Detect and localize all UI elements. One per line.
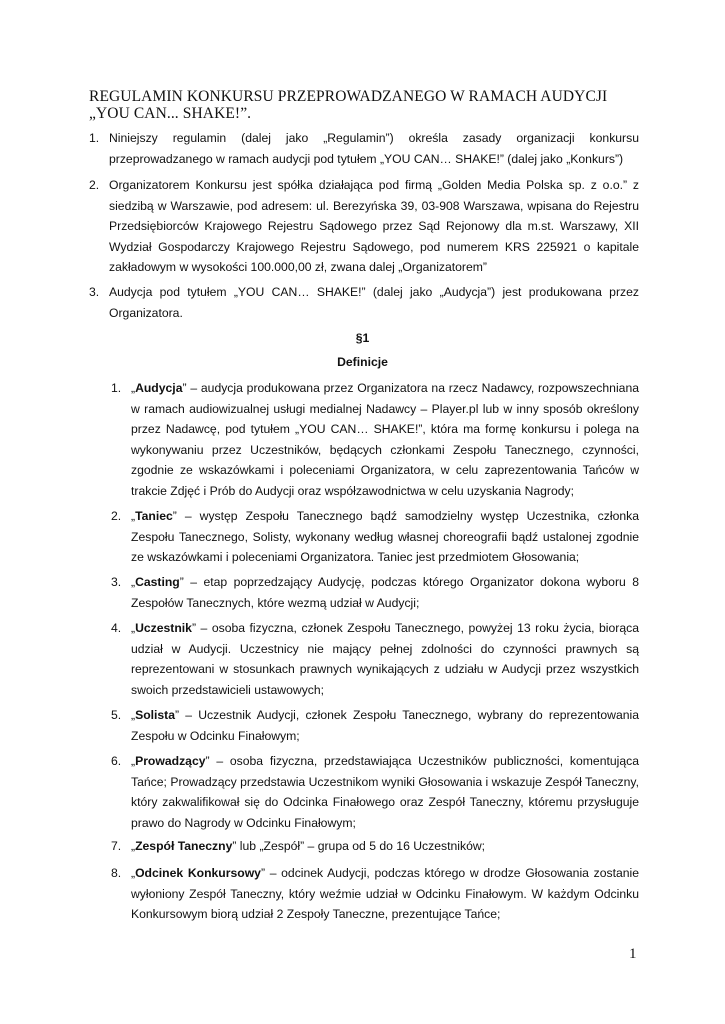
definition-term: Zespół Taneczny [135,839,233,853]
definition-text: – etap poprzedzający Audycję, podczas którego Organizator dokona wyboru 8 Zespołów Tanecznych, które wezmą udział w Audycji; [131,575,639,610]
definition-item: 6. „Prowadzący” – osoba fizyczna, przedstawiająca Uczestników publiczności, komentująca Tańce; Prowadzący przedstawia Uczestnikom wyniki Głosowania i wskazuje Zespół Taneczny, który zakwalifikował się do Odcinka Finałowego oraz Zespół Taneczny, któremu przysługuje prawo do Nagrody w Odcinku Finałowym; [111,751,639,833]
definition-term: Casting [135,575,180,589]
definition-number: 8. [111,866,122,880]
intro-item [89,175,639,278]
document-title [89,88,649,122]
definition-number: 2. [111,509,122,523]
definition-text: lub „Zespół” – grupa od 5 do 16 Uczestników; [236,839,486,853]
definition-item: 7. „Zespół Taneczny” lub „Zespół” – grupa od 5 do 16 Uczestników; [111,836,639,857]
definition-text: – osoba fizyczna, członek Zespołu Tanecznego, powyżej 13 roku życia, biorąca udział w Audycji. Uczestnicy nie mający pełnej zdolności do czynności prawnych są reprezentowani w stosunkach prawnych wynikających z udziału w Audycji przez wszystkich swoich przedstawicieli ustawowych; [131,621,639,697]
definition-term: Uczestnik [135,621,192,635]
intro-item [89,128,639,169]
definition-number: 7. [111,839,122,853]
definition-item: 2. „Taniec” – występ Zespołu Tanecznego bądź samodzielny występ Uczestnika, członka Zespołu Tanecznego, Solisty, wykonany według własnej choreografii bądź ustalonej zgodnie ze wskazówkami i poleceniami Organizatora. Taniec jest przedmiotem Głosowania; [111,506,639,568]
intro-text: Niniejszy regulamin (dalej jako „Regulamin”) określa zasady organizacji konkursu przeprowadzanego w ramach audycji pod tytułem „YOU CAN… SHAKE!” (dalej jako „Konkurs”) [109,131,639,166]
section-symbol: §1 [355,331,370,345]
title-line-1: REGULAMIN KONKURSU PRZEPROWADZANEGO W RAMACH AUDYCJI [89,88,608,105]
definition-text: – audycja produkowana przez Organizatora na rzecz Nadawcy, rozpowszechniana w ramach audiowizualnej usługi medialnej Nadawcy – Player.pl lub w inny sposób określony przez Nadawcę, pod tytułem „YOU CAN… SHAKE!”, która ma formę konkursu i polega na wykonywaniu przez Uczestników, będących członkami Zespołu Tanecznego, czynności, zgodnie ze wskazówkami i poleceniami Organizatora, w celu zaprezentowania Tańców w trakcie Zdjęć i Prób do Audycji oraz współzawodnictwa w celu uzyskania Nagrody; [131,381,639,498]
intro-number: 2. [89,178,100,192]
definition-item: 4. „Uczestnik” – osoba fizyczna, członek Zespołu Tanecznego, powyżej 13 roku życia, biorąca udział w Audycji. Uczestnicy nie mający pełnej zdolności do czynności prawnych są reprezentowani w stosunkach prawnych wynikających z udziału w Audycji przez wszystkich swoich przedstawicieli ustawowych; [111,618,639,700]
definition-text: – odcinek Audycji, podczas którego w drodze Głosowania zostanie wyłoniony Zespół Taneczny, który weźmie udział w Odcinku Finałowym. W każdym Odcinku Konkursowym biorą udział 2 Zespoły Taneczne, prezentujące Tańce; [131,866,639,921]
definition-term: Audycja [135,381,183,395]
definition-item: 8. „Odcinek Konkursowy” – odcinek Audycji, podczas którego w drodze Głosowania zostanie wyłoniony Zespół Taneczny, który weźmie udział w Odcinku Finałowym. W każdym Odcinku Konkursowym biorą udział 2 Zespoły Taneczne, prezentujące Tańce; [111,863,639,925]
intro-number: 1. [89,131,100,145]
definition-number: 5. [111,708,122,722]
definition-text: – osoba fizyczna, przedstawiająca Uczestników publiczności, komentująca Tańce; Prowadzący przedstawia Uczestnikom wyniki Głosowania i wskazuje Zespół Taneczny, który zakwalifikował się do Odcinka Finałowego oraz Zespół Taneczny, któremu przysługuje prawo do Nagrody w Odcinku Finałowym; [131,754,639,830]
definition-item: 5. „Solista” – Uczestnik Audycji, członek Zespołu Tanecznego, wybrany do reprezentowania Zespołu w Odcinku Finałowym; [111,705,639,746]
intro-item [89,282,639,323]
section-title: Definicje [337,355,388,369]
title-line-2: „YOU CAN... SHAKE!”. [89,105,252,122]
definition-term: Odcinek Konkursowy [135,866,261,880]
definition-number: 1. [111,381,122,395]
definition-term: Prowadzący [135,754,206,768]
definition-item: 3. „Casting” – etap poprzedzający Audycję, podczas którego Organizator dokona wyboru 8 Zespołów Tanecznych, które wezmą udział w Audycji; [111,572,639,613]
intro-text: Audycja pod tytułem „YOU CAN… SHAKE!” (dalej jako „Audycja”) jest produkowana przez Organizatora. [109,285,639,320]
definition-item: 1. „Audycja” – audycja produkowana przez Organizatora na rzecz Nadawcy, rozpowszechniana w ramach audiowizualnej usługi medialnej Nadawcy – Player.pl lub w inny sposób określony przez Nadawcę, pod tytułem „YOU CAN… SHAKE!”, która ma formę konkursu i polega na wykonywaniu przez Uczestników, będących członkami Zespołu Tanecznego, czynności, zgodnie ze wskazówkami i poleceniami Organizatora, w celu zaprezentowania Tańców w trakcie Zdjęć i Prób do Audycji oraz współzawodnictwa w celu uzyskania Nagrody; [111,378,639,501]
definition-term: Taniec [135,509,173,523]
definition-number: 6. [111,754,122,768]
definition-term: Solista [135,708,176,722]
definition-text: – Uczestnik Audycji, członek Zespołu Tanecznego, wybrany do reprezentowania Zespołu w Odcinku Finałowym; [131,708,639,743]
definition-text: – występ Zespołu Tanecznego bądź samodzielny występ Uczestnika, członka Zespołu Tanecznego, Solisty, wykonany według własnej choreografii bądź ustalonej zgodnie ze wskazówkami i poleceniami Organizatora. Taniec jest przedmiotem Głosowania; [131,509,639,564]
definition-number: 3. [111,575,122,589]
intro-text: Organizatorem Konkursu jest spółka działająca pod firmą „Golden Media Polska sp. z o.o.” z siedzibą w Warszawie, pod adresem: ul. Berezyńska 39, 03-908 Warszawa, wpisana do Rejestru Przedsiębiorców Krajowego Rejestru Sądowego przez Sąd Rejonowy dla m.st. Warszawy, XII Wydział Gospodarczy Krajowego Rejestru Sądowego, pod numerem KRS 225921 o kapitale zakładowym w wysokości 100.000,00 zł, zwana dalej „Organizatorem” [109,178,639,274]
definition-number: 4. [111,621,122,635]
intro-number: 3. [89,285,100,299]
page-number: 1 [629,946,637,962]
